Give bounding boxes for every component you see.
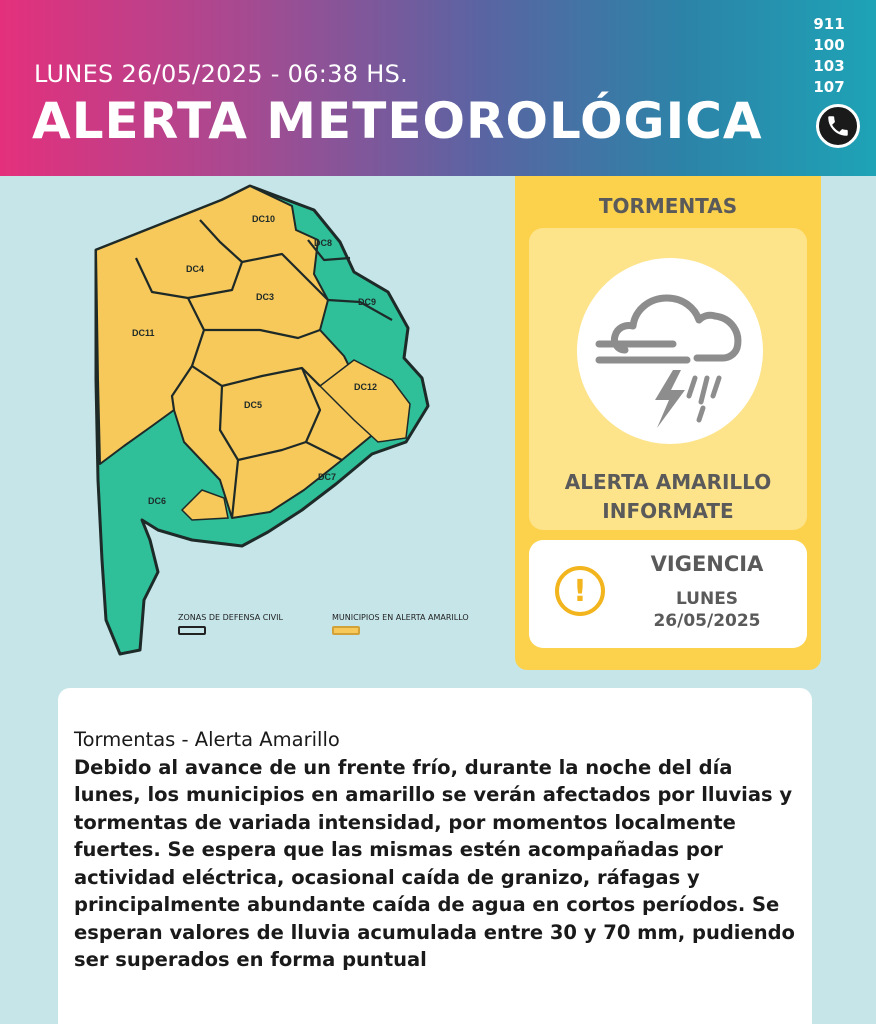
validity-date: 26/05/2025 xyxy=(653,611,761,631)
zone-label: DC9 xyxy=(358,297,377,307)
alert-level-label: ALERTA AMARILLO xyxy=(564,470,772,494)
legend-zones-swatch xyxy=(178,626,206,635)
validity-title: VIGENCIA xyxy=(650,552,764,576)
zone-label: DC11 xyxy=(132,328,155,338)
phone-number[interactable]: 911 xyxy=(813,15,845,33)
legend-zones xyxy=(178,613,283,635)
validity-card xyxy=(529,540,807,648)
legend-zones-label: ZONAS DE DEFENSA CIVIL xyxy=(178,613,283,622)
zone-label: DC3 xyxy=(256,292,275,302)
alert-panel xyxy=(515,176,821,670)
description-title: Tormentas - Alerta Amarillo xyxy=(74,728,340,751)
zone-label: DC7 xyxy=(318,472,337,482)
province-map xyxy=(92,180,442,660)
phone-glyph xyxy=(825,113,851,139)
alert-description xyxy=(58,688,812,1024)
warning-icon: ! xyxy=(555,566,605,616)
legend-alert-swatch xyxy=(332,626,360,635)
emergency-phones xyxy=(804,14,854,98)
description-body: Debido al avance de un frente frío, durante la noche del día lunes, los municipios en amarillo se verán afectados por lluvias y tormentas de variada intensidad, por momentos localmente fuertes. Se espera que las mismas estén acompañadas por actividad eléctrica, ocasional caída de granizo, ráfagas y principalmente abundante caída de agua en cortos períodos. Se esperan valores de lluvia acumulada entre 30 y 70 mm, pudiendo ser superados en forma puntual xyxy=(74,755,795,971)
zone-label: DC6 xyxy=(148,496,167,506)
alert-inform-label: INFORMATE xyxy=(602,499,734,523)
validity-period xyxy=(617,588,797,632)
hazard-title: TORMENTAS xyxy=(598,194,738,218)
zone-label: DC12 xyxy=(354,382,378,392)
zone-label: DC10 xyxy=(252,214,276,224)
validity-day: LUNES xyxy=(675,589,739,609)
legend-alert xyxy=(332,613,469,635)
phone-number[interactable]: 100 xyxy=(813,36,845,54)
thunderstorm-icon xyxy=(577,258,763,444)
phone-icon xyxy=(816,104,860,148)
page-title: ALERTA METEOROLÓGICA xyxy=(32,92,763,150)
map-svg xyxy=(92,180,442,660)
zone-label: DC5 xyxy=(244,400,263,410)
alert-card xyxy=(529,228,807,530)
phone-number[interactable]: 103 xyxy=(813,57,845,75)
thunderstorm-glyph xyxy=(577,258,763,444)
alert-level xyxy=(529,468,807,526)
header-banner xyxy=(0,0,876,176)
legend-alert-label: MUNICIPIOS EN ALERTA AMARILLO xyxy=(332,613,469,622)
zone-label: DC4 xyxy=(186,264,205,274)
phone-number[interactable]: 107 xyxy=(813,78,845,96)
date-time: LUNES 26/05/2025 - 06:38 HS. xyxy=(34,60,409,88)
zone-label: DC8 xyxy=(314,238,333,248)
